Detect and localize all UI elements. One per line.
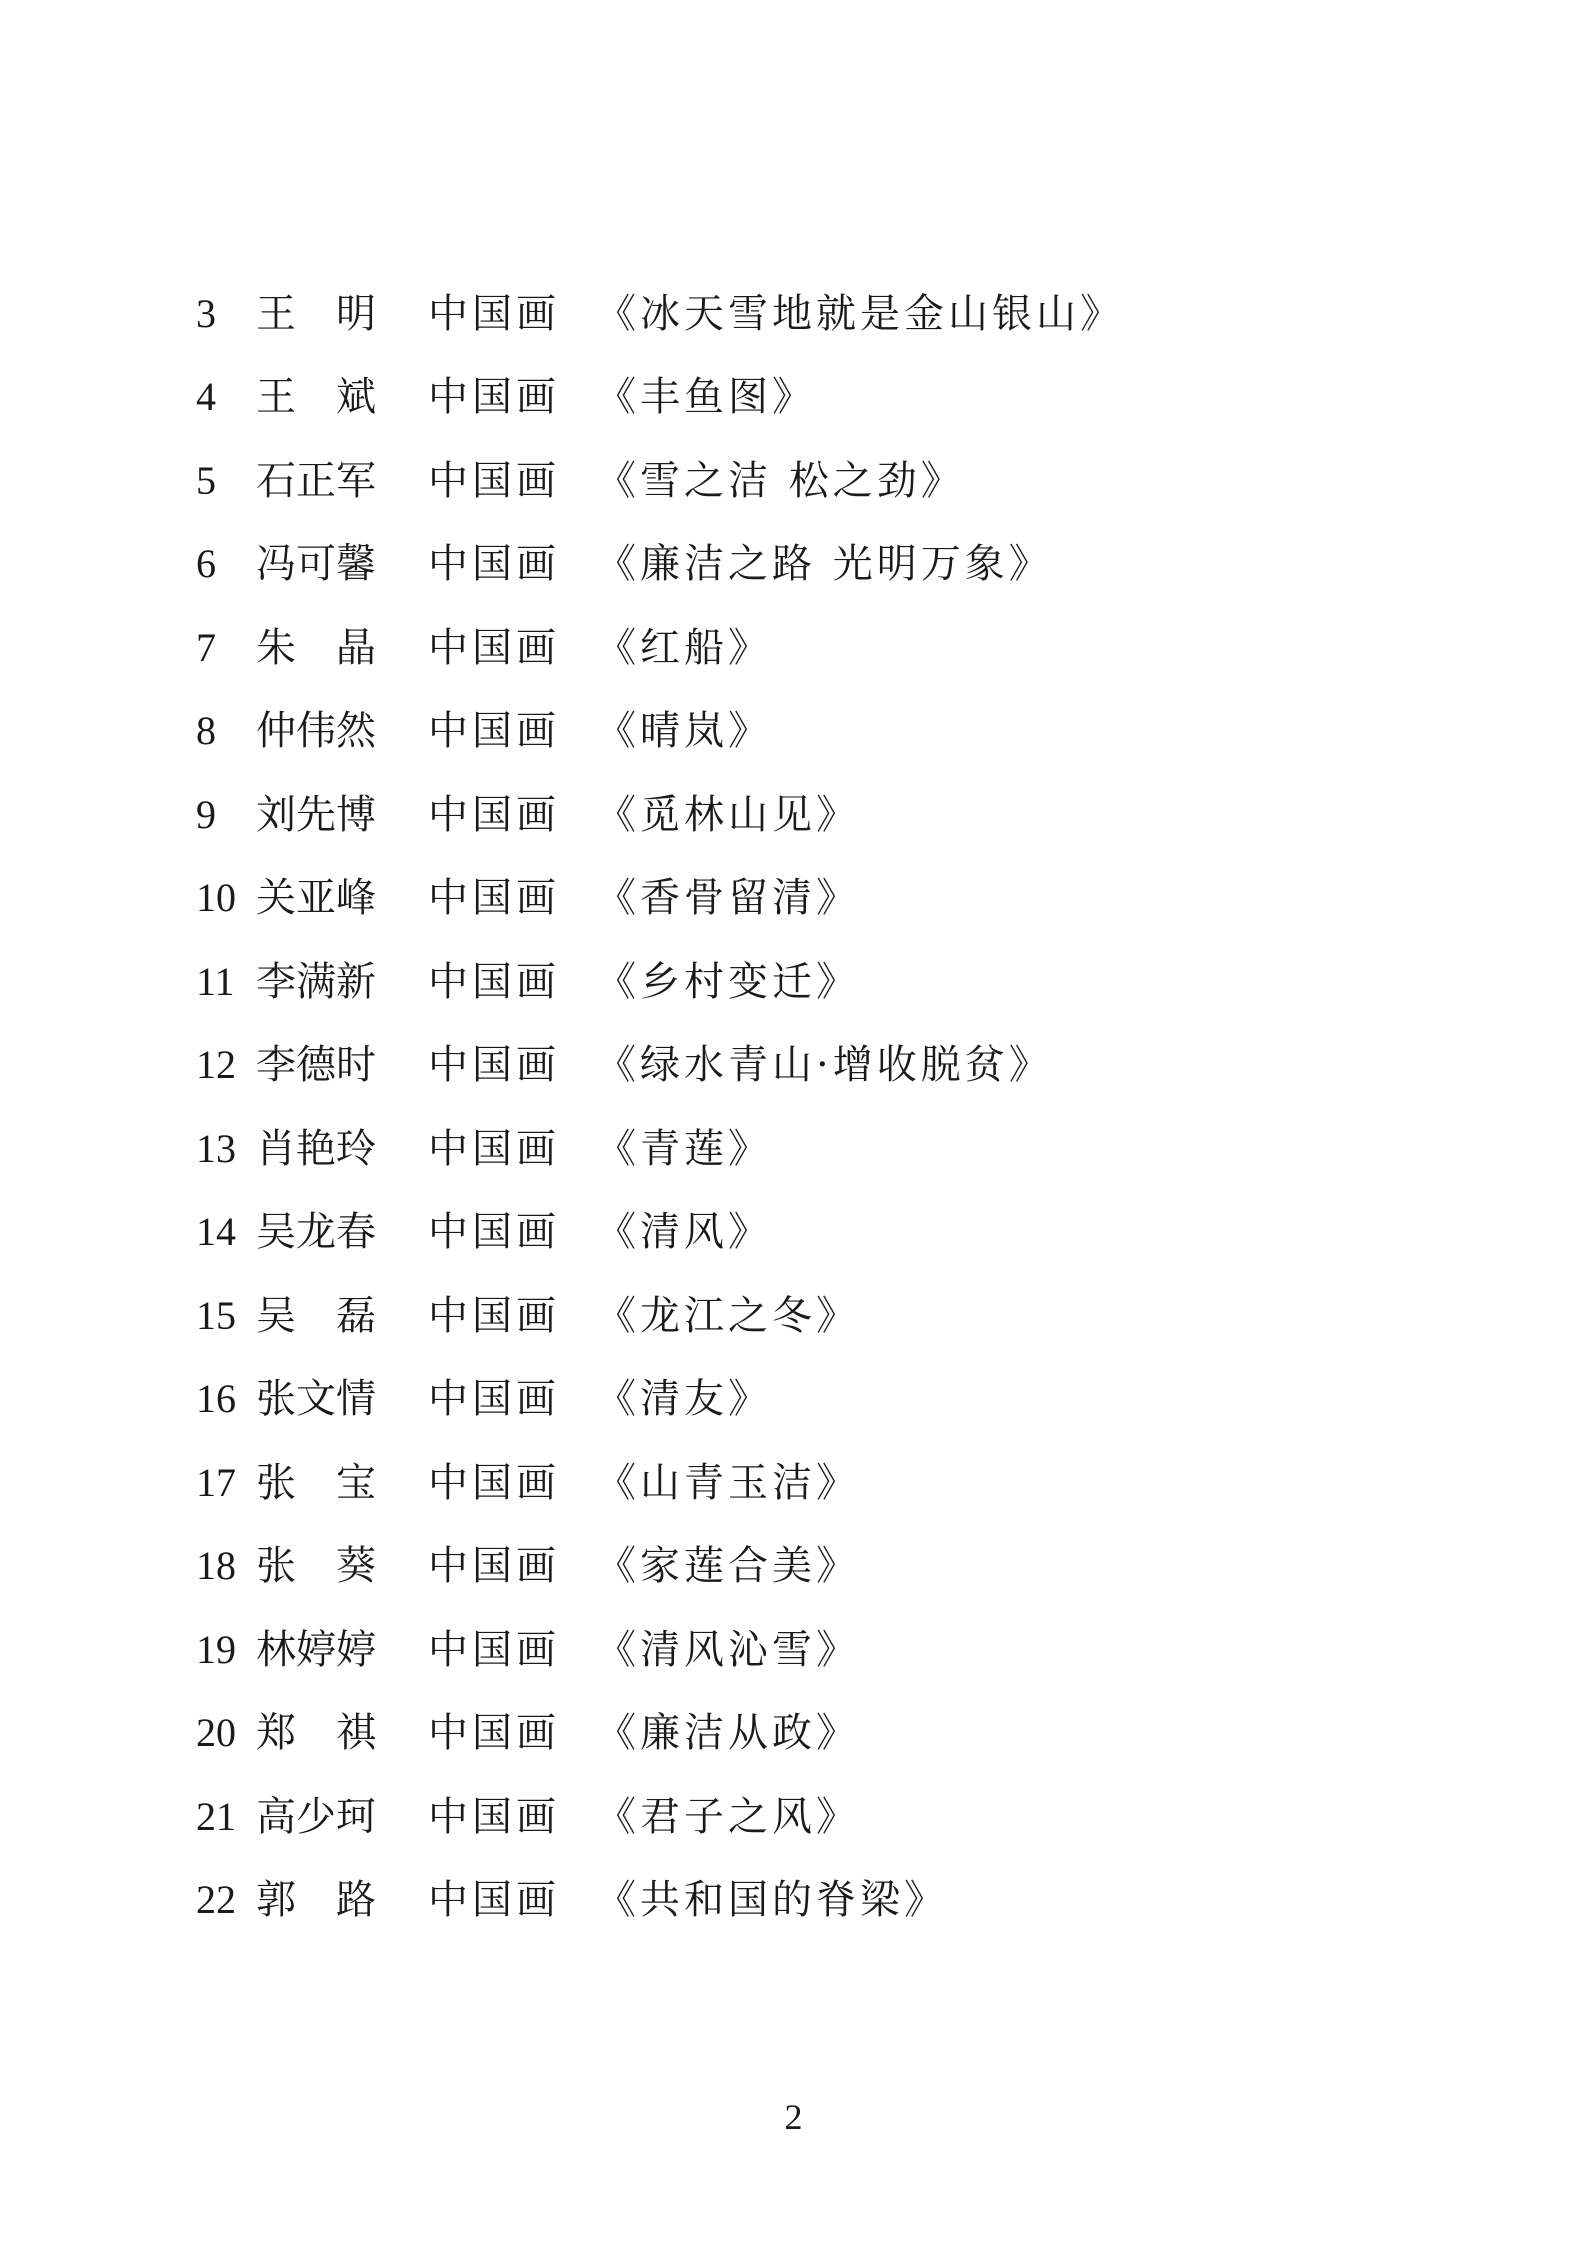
entry-title: 《觅林山见》 — [596, 791, 860, 838]
entry-category: 中国画 — [428, 1710, 560, 1757]
entry-category: 中国画 — [428, 791, 560, 838]
entry-title: 《丰鱼图》 — [596, 374, 816, 421]
list-item — [196, 1274, 1396, 1358]
entry-category: 中国画 — [428, 1793, 560, 1840]
entry-number: 20 — [196, 1710, 236, 1756]
list-item — [196, 1024, 1396, 1108]
entry-number: 17 — [196, 1459, 236, 1505]
entry-number: 12 — [196, 1042, 236, 1088]
entry-name: 王 明 — [256, 290, 376, 337]
entry-name: 郭 路 — [256, 1877, 376, 1924]
entry-title: 《廉洁从政》 — [596, 1710, 860, 1757]
entry-category: 中国画 — [428, 875, 560, 922]
entry-name: 石正军 — [256, 457, 376, 504]
entry-title: 《清友》 — [596, 1376, 772, 1423]
entry-number: 14 — [196, 1209, 236, 1255]
page-number: 2 — [784, 2097, 803, 2137]
list-item — [196, 356, 1396, 440]
entry-number: 9 — [196, 791, 216, 837]
list-item — [196, 606, 1396, 690]
entry-title: 《山青玉洁》 — [596, 1459, 860, 1506]
entry-number: 4 — [196, 374, 216, 420]
entry-title: 《清风》 — [596, 1209, 772, 1256]
list-item — [196, 272, 1396, 356]
entry-category: 中国画 — [428, 1459, 560, 1506]
list-item — [196, 1859, 1396, 1943]
entry-title: 《乡村变迁》 — [596, 958, 860, 1005]
entry-title: 《晴岚》 — [596, 708, 772, 755]
entry-category: 中国画 — [428, 1292, 560, 1339]
entry-list — [196, 272, 1396, 1942]
entry-number: 10 — [196, 875, 236, 921]
entry-category: 中国画 — [428, 708, 560, 755]
entry-number: 5 — [196, 457, 216, 503]
entry-title: 《冰天雪地就是金山银山》 — [596, 290, 1124, 337]
entry-name: 关亚峰 — [256, 875, 376, 922]
entry-name: 李德时 — [256, 1042, 376, 1089]
list-item — [196, 439, 1396, 523]
entry-name: 张 葵 — [256, 1543, 376, 1590]
entry-number: 8 — [196, 708, 216, 754]
entry-name: 张 宝 — [256, 1459, 376, 1506]
entry-title: 《共和国的脊梁》 — [596, 1877, 948, 1924]
entry-title: 《香骨留清》 — [596, 875, 860, 922]
entry-name: 吴龙春 — [256, 1209, 376, 1256]
entry-name: 王 斌 — [256, 374, 376, 421]
list-item — [196, 940, 1396, 1024]
list-item — [196, 1775, 1396, 1859]
list-item — [196, 1107, 1396, 1191]
list-item — [196, 773, 1396, 857]
entry-name: 冯可馨 — [256, 541, 376, 588]
list-item — [196, 1358, 1396, 1442]
entry-title: 《清风沁雪》 — [596, 1626, 860, 1673]
list-item — [196, 1191, 1396, 1275]
entry-title: 《君子之风》 — [596, 1793, 860, 1840]
entry-number: 19 — [196, 1626, 236, 1672]
entry-category: 中国画 — [428, 1042, 560, 1089]
entry-category: 中国画 — [428, 624, 560, 671]
entry-name: 肖艳玲 — [256, 1125, 376, 1172]
entry-category: 中国画 — [428, 1626, 560, 1673]
entry-title: 《雪之洁 松之劲》 — [596, 457, 965, 504]
entry-name: 刘先博 — [256, 791, 376, 838]
entry-number: 13 — [196, 1125, 236, 1171]
list-item — [196, 1525, 1396, 1609]
list-item — [196, 857, 1396, 941]
entry-category: 中国画 — [428, 958, 560, 1005]
entry-name: 高少珂 — [256, 1793, 376, 1840]
entry-name: 李满新 — [256, 958, 376, 1005]
entry-category: 中国画 — [428, 1125, 560, 1172]
entry-title: 《家莲合美》 — [596, 1543, 860, 1590]
entry-title: 《青莲》 — [596, 1125, 772, 1172]
entry-category: 中国画 — [428, 1209, 560, 1256]
list-item — [196, 1692, 1396, 1776]
entry-number: 7 — [196, 624, 216, 670]
entry-title: 《绿水青山·增收脱贫》 — [596, 1042, 1053, 1089]
entry-title: 《龙江之冬》 — [596, 1292, 860, 1339]
entry-name: 林婷婷 — [256, 1626, 376, 1673]
entry-category: 中国画 — [428, 1543, 560, 1590]
entry-number: 21 — [196, 1793, 236, 1839]
list-item — [196, 1608, 1396, 1692]
entry-category: 中国画 — [428, 457, 560, 504]
entry-number: 22 — [196, 1877, 236, 1923]
list-item — [196, 690, 1396, 774]
entry-number: 15 — [196, 1292, 236, 1338]
entry-category: 中国画 — [428, 374, 560, 421]
entry-number: 6 — [196, 541, 216, 587]
list-item — [196, 1441, 1396, 1525]
entry-number: 18 — [196, 1543, 236, 1589]
entry-name: 张文情 — [256, 1376, 376, 1423]
entry-category: 中国画 — [428, 541, 560, 588]
entry-title: 《红船》 — [596, 624, 772, 671]
entry-name: 郑 祺 — [256, 1710, 376, 1757]
list-item — [196, 523, 1396, 607]
entry-name: 吴 磊 — [256, 1292, 376, 1339]
entry-title: 《廉洁之路 光明万象》 — [596, 541, 1053, 588]
entry-name: 朱 晶 — [256, 624, 376, 671]
entry-number: 3 — [196, 290, 216, 336]
entry-name: 仲伟然 — [256, 708, 376, 755]
entry-number: 11 — [196, 958, 235, 1004]
entry-category: 中国画 — [428, 290, 560, 337]
entry-category: 中国画 — [428, 1376, 560, 1423]
entry-number: 16 — [196, 1376, 236, 1422]
entry-category: 中国画 — [428, 1877, 560, 1924]
